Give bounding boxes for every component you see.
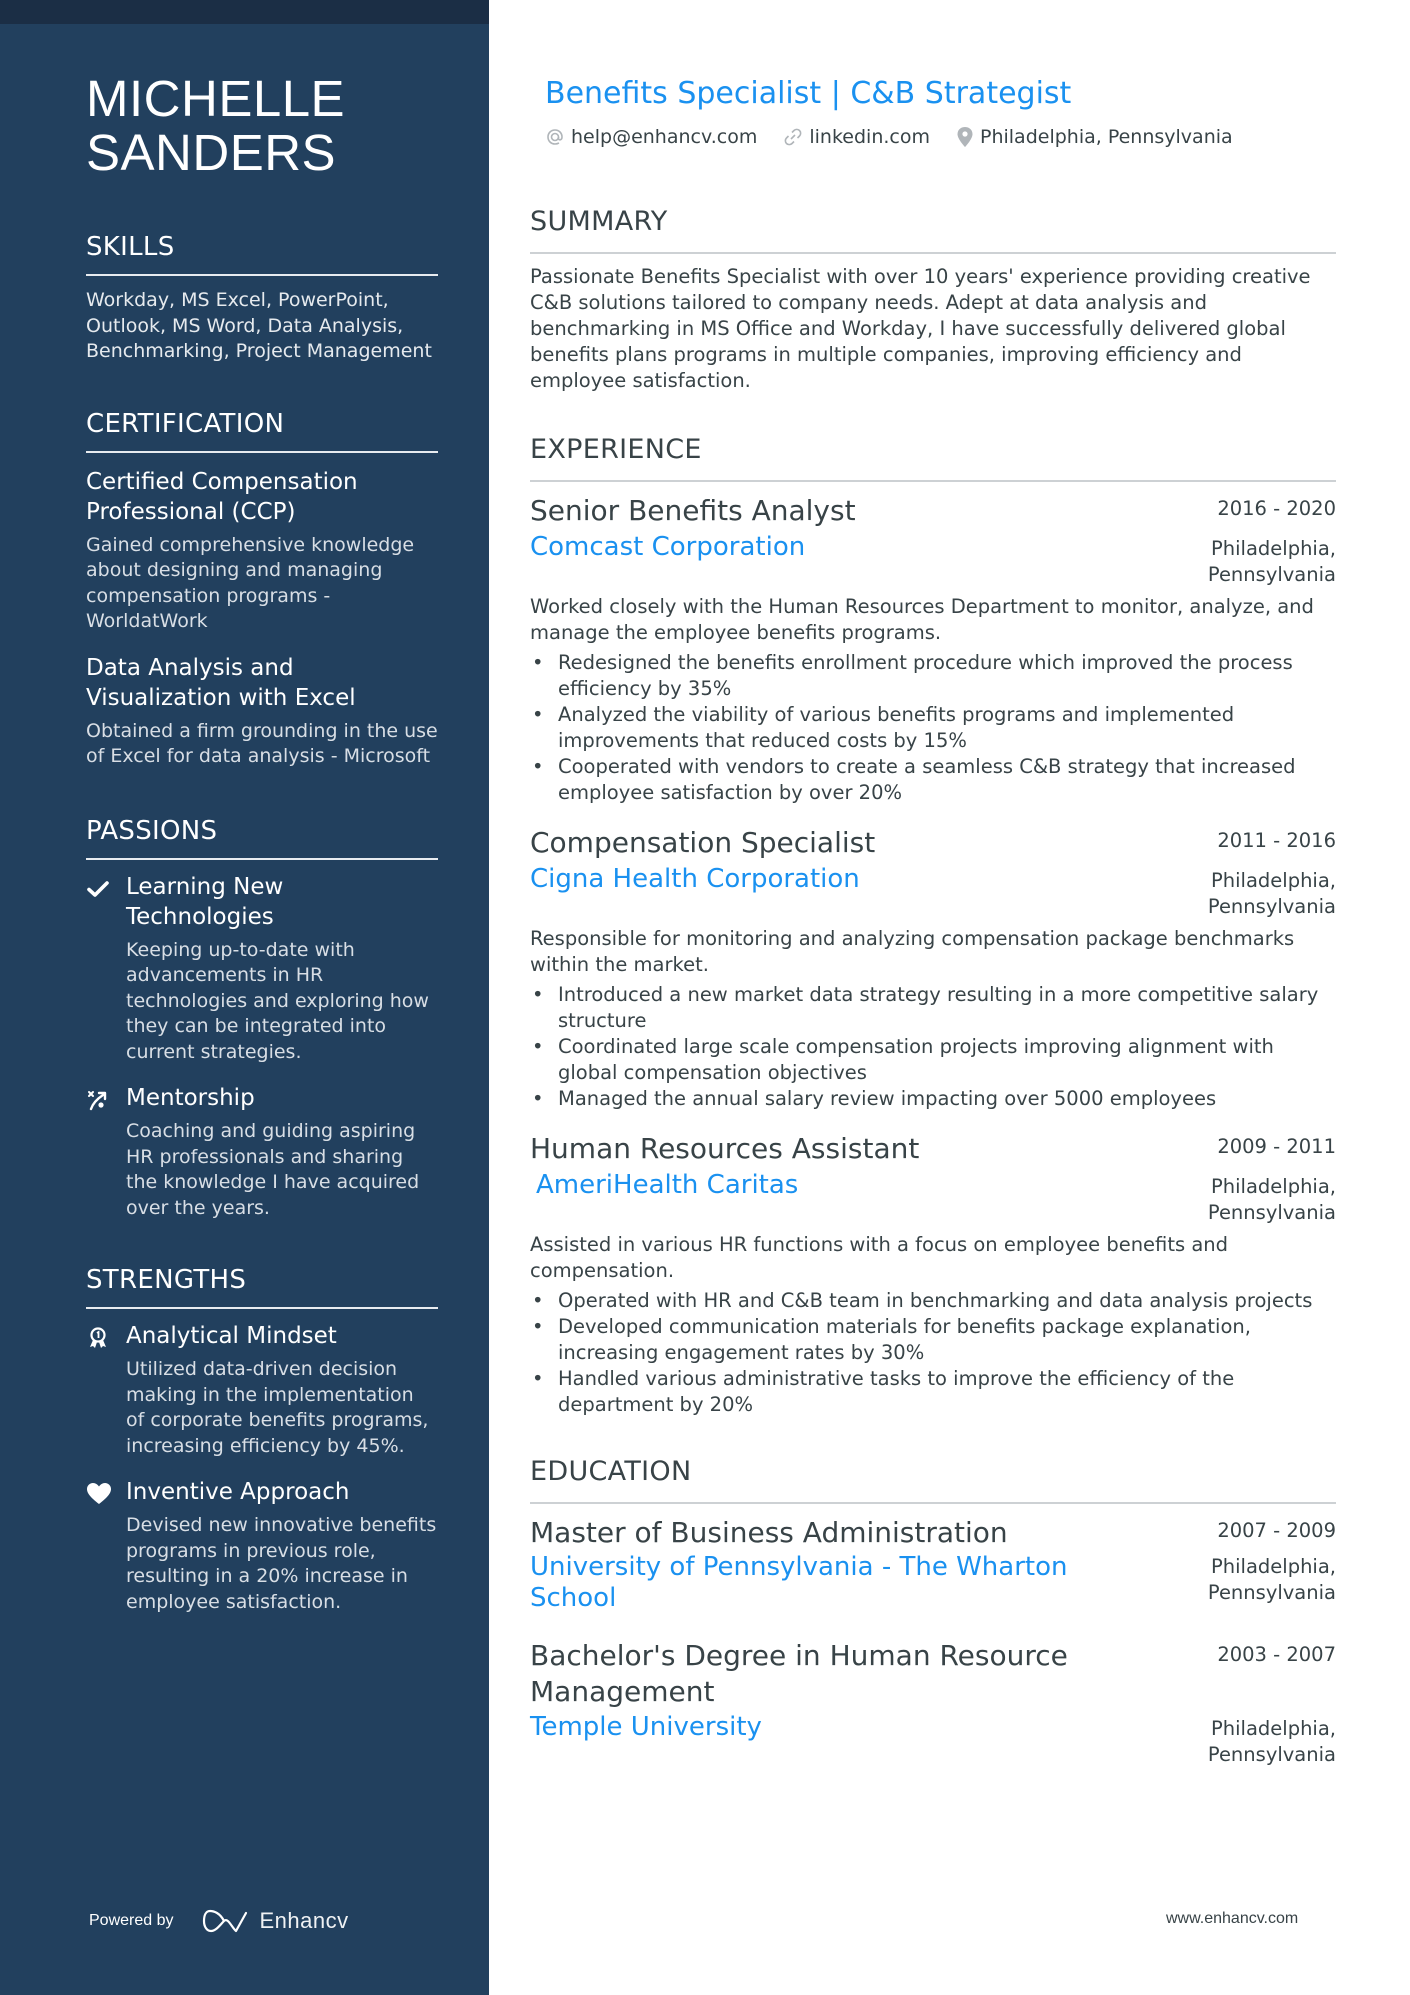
divider bbox=[86, 451, 438, 453]
job-bullets bbox=[530, 650, 1336, 806]
job-description: Assisted in various HR functions with a focus on employee benefits and compensation. bbox=[530, 1233, 1229, 1282]
certification-section bbox=[86, 407, 438, 770]
job-entry bbox=[530, 824, 1336, 1112]
school-name: Temple University bbox=[530, 1712, 762, 1742]
section-title: SUMMARY bbox=[530, 206, 668, 237]
bullet-item: • Introduced a new market data strategy resulting in a more competitive salary structure bbox=[530, 982, 1336, 1034]
divider bbox=[530, 1502, 1336, 1504]
strength-description: Devised new innovative benefits programs in previous role, resulting in a 20% increase in employee satisfaction. bbox=[126, 1514, 437, 1613]
job-location bbox=[1208, 530, 1336, 588]
enhancv-logo-text: Enhancv bbox=[259, 1908, 349, 1933]
job-description: Worked closely with the Human Resources Department to monitor, analyze, and manage the employee benefits programs. bbox=[530, 595, 1314, 644]
enhancv-logo[interactable] bbox=[202, 1908, 349, 1934]
education-entry bbox=[530, 1514, 1336, 1614]
job-subheader bbox=[530, 1168, 1336, 1226]
job-subheader bbox=[530, 862, 1336, 920]
divider bbox=[86, 858, 438, 860]
bullet-item: • Redesigned the benefits enrollment procedure which improved the process efficiency by 35% bbox=[530, 650, 1336, 702]
headline: Benefits Specialist | C&B Strategist bbox=[545, 76, 1072, 111]
education-section bbox=[530, 1454, 1336, 1768]
bullet-item: • Cooperated with vendors to create a seamless C&B strategy that increased employee satisfaction by over 20% bbox=[530, 754, 1336, 806]
bullet-item: • Operated with HR and C&B team in benchmarking and data analysis projects bbox=[530, 1288, 1336, 1314]
education-dates: 2007 - 2009 bbox=[1217, 1519, 1336, 1542]
passion-description: Coaching and guiding aspiring HR professionals and sharing the knowledge I have acquired over the years. bbox=[126, 1120, 420, 1219]
location-line: Philadelphia, bbox=[1211, 1555, 1336, 1578]
school-name: University of Pennsylvania - The Wharton School bbox=[530, 1552, 1068, 1613]
contact-location bbox=[956, 126, 1233, 148]
section-title: EDUCATION bbox=[530, 1456, 692, 1487]
strength-item bbox=[86, 1477, 438, 1615]
at-icon bbox=[545, 127, 565, 147]
passion-description: Keeping up-to-date with advancements in HR technologies and exploring how they can be integrated into current strategies. bbox=[126, 938, 429, 1063]
location-line: Pennsylvania bbox=[1207, 563, 1336, 586]
certification-title: Data Analysis and Visualization with Excel bbox=[86, 654, 356, 711]
location-pin-icon bbox=[956, 126, 974, 148]
education-subheader bbox=[530, 1552, 1336, 1614]
job-header bbox=[530, 1130, 1336, 1168]
location-line: Pennsylvania bbox=[1207, 1743, 1336, 1766]
job-entry bbox=[530, 1130, 1336, 1418]
sidebar-top-band bbox=[0, 0, 489, 24]
job-dates: 2009 - 2011 bbox=[1217, 1135, 1336, 1158]
contact-linkedin[interactable] bbox=[783, 126, 930, 148]
education-header bbox=[530, 1514, 1336, 1552]
bullet-item: • Handled various administrative tasks to improve the efficiency of the department by 20% bbox=[530, 1366, 1336, 1418]
skills-section bbox=[86, 230, 438, 365]
education-location bbox=[1208, 1710, 1336, 1768]
heart-icon bbox=[86, 1482, 110, 1506]
job-location bbox=[1208, 1168, 1336, 1226]
divider bbox=[86, 1307, 438, 1309]
passion-item bbox=[86, 872, 438, 1066]
degree: Bachelor's Degree in Human Resource Management bbox=[530, 1639, 1068, 1708]
company-name: AmeriHealth Caritas bbox=[536, 1170, 799, 1200]
summary-section bbox=[530, 204, 1336, 394]
strategy-icon bbox=[86, 1088, 110, 1112]
job-title: Human Resources Assistant bbox=[530, 1132, 920, 1165]
summary-text: Passionate Benefits Specialist with over 10 years' experience providing creative C&B solutions tailored to company needs. Adept at data analysis and benchmarking in MS Office and Workday, I have successfully delivered global benefits plans programs in multiple companies, improving efficiency and employee satisfaction. bbox=[530, 265, 1311, 392]
section-title: CERTIFICATION bbox=[86, 408, 285, 439]
certification-description: Gained comprehensive knowledge about designing and managing compensation programs - WorldatWork bbox=[86, 533, 415, 632]
passion-item bbox=[86, 1083, 438, 1221]
link-icon bbox=[783, 127, 803, 147]
location-line: Philadelphia, bbox=[1211, 1175, 1336, 1198]
certification-description: Obtained a firm grounding in the use of Excel for data analysis - Microsoft bbox=[86, 719, 438, 767]
section-title: STRENGTHS bbox=[86, 1265, 247, 1295]
name-last: SANDERS bbox=[86, 124, 337, 181]
job-description: Responsible for monitoring and analyzing compensation package benchmarks within the market. bbox=[530, 927, 1295, 976]
job-dates: 2016 - 2020 bbox=[1217, 497, 1336, 520]
name-first: MICHELLE bbox=[86, 70, 346, 127]
section-title: PASSIONS bbox=[86, 815, 218, 846]
job-bullets bbox=[530, 1288, 1336, 1418]
location-text: Philadelphia, Pennsylvania bbox=[980, 126, 1233, 148]
job-location bbox=[1208, 862, 1336, 920]
strength-title: Analytical Mindset bbox=[126, 1323, 337, 1349]
location-line: Pennsylvania bbox=[1207, 895, 1336, 918]
job-header bbox=[530, 492, 1336, 530]
check-icon bbox=[86, 877, 110, 901]
award-icon bbox=[86, 1326, 110, 1350]
job-title: Compensation Specialist bbox=[530, 826, 876, 859]
job-bullets bbox=[530, 982, 1336, 1112]
strength-title: Inventive Approach bbox=[126, 1479, 350, 1505]
passions-section bbox=[86, 814, 438, 1222]
email-text: help@enhancv.com bbox=[571, 126, 758, 148]
job-subheader bbox=[530, 530, 1336, 588]
location-line: Pennsylvania bbox=[1207, 1581, 1336, 1604]
strength-description: Utilized data-driven decision making in the implementation of corporate benefits programs, increasing efficiency by 45%. bbox=[126, 1358, 429, 1457]
education-subheader bbox=[530, 1710, 1336, 1768]
company-name: Comcast Corporation bbox=[530, 532, 806, 562]
contact-bar bbox=[530, 126, 1336, 148]
linkedin-text: linkedin.com bbox=[809, 126, 930, 148]
section-title: EXPERIENCE bbox=[530, 434, 702, 465]
skills-text: Workday, MS Excel, PowerPoint, Outlook, MS Word, Data Analysis, Benchmarking, Project Management bbox=[86, 289, 432, 362]
job-header bbox=[530, 824, 1336, 862]
bullet-item: • Analyzed the viability of various benefits programs and implemented improvements that reduced costs by 15% bbox=[530, 702, 1336, 754]
divider bbox=[530, 252, 1336, 254]
job-entry bbox=[530, 492, 1336, 806]
experience-section bbox=[530, 432, 1336, 1418]
powered-by-label: Powered by bbox=[89, 1912, 174, 1929]
bullet-item: • Coordinated large scale compensation projects improving alignment with global compensation objectives bbox=[530, 1034, 1336, 1086]
section-title: SKILLS bbox=[86, 232, 175, 262]
company-name: Cigna Health Corporation bbox=[530, 864, 860, 894]
strength-item bbox=[86, 1321, 438, 1459]
education-dates: 2003 - 2007 bbox=[1217, 1643, 1336, 1666]
education-header bbox=[530, 1638, 1336, 1710]
main-content bbox=[530, 72, 1336, 1788]
contact-email[interactable] bbox=[545, 126, 757, 148]
powered-by bbox=[89, 1908, 349, 1934]
certification-item bbox=[86, 653, 438, 770]
bullet-item: • Developed communication materials for benefits package explanation, increasing engagement rates by 30% bbox=[530, 1314, 1336, 1366]
enhancv-logo-icon bbox=[202, 1908, 250, 1934]
education-entry bbox=[530, 1638, 1336, 1768]
candidate-name bbox=[86, 72, 438, 180]
job-dates: 2011 - 2016 bbox=[1217, 829, 1336, 852]
passion-title: Learning New Technologies bbox=[126, 873, 284, 930]
website-link[interactable]: www.enhancv.com bbox=[1166, 1910, 1299, 1927]
degree: Master of Business Administration bbox=[530, 1516, 1008, 1549]
divider bbox=[86, 274, 438, 276]
location-line: Philadelphia, bbox=[1211, 1717, 1336, 1740]
strengths-section bbox=[86, 1263, 438, 1615]
passion-title: Mentorship bbox=[126, 1085, 255, 1111]
location-line: Philadelphia, bbox=[1211, 869, 1336, 892]
education-location bbox=[1208, 1552, 1336, 1606]
location-line: Philadelphia, bbox=[1211, 537, 1336, 560]
certification-item bbox=[86, 467, 438, 635]
location-line: Pennsylvania bbox=[1207, 1201, 1336, 1224]
divider bbox=[530, 480, 1336, 482]
bullet-item: • Managed the annual salary review impacting over 5000 employees bbox=[530, 1086, 1336, 1112]
sidebar-content bbox=[86, 72, 438, 1615]
certification-title: Certified Compensation Professional (CCP) bbox=[86, 468, 358, 525]
job-title: Senior Benefits Analyst bbox=[530, 494, 856, 527]
sidebar bbox=[0, 0, 489, 1995]
